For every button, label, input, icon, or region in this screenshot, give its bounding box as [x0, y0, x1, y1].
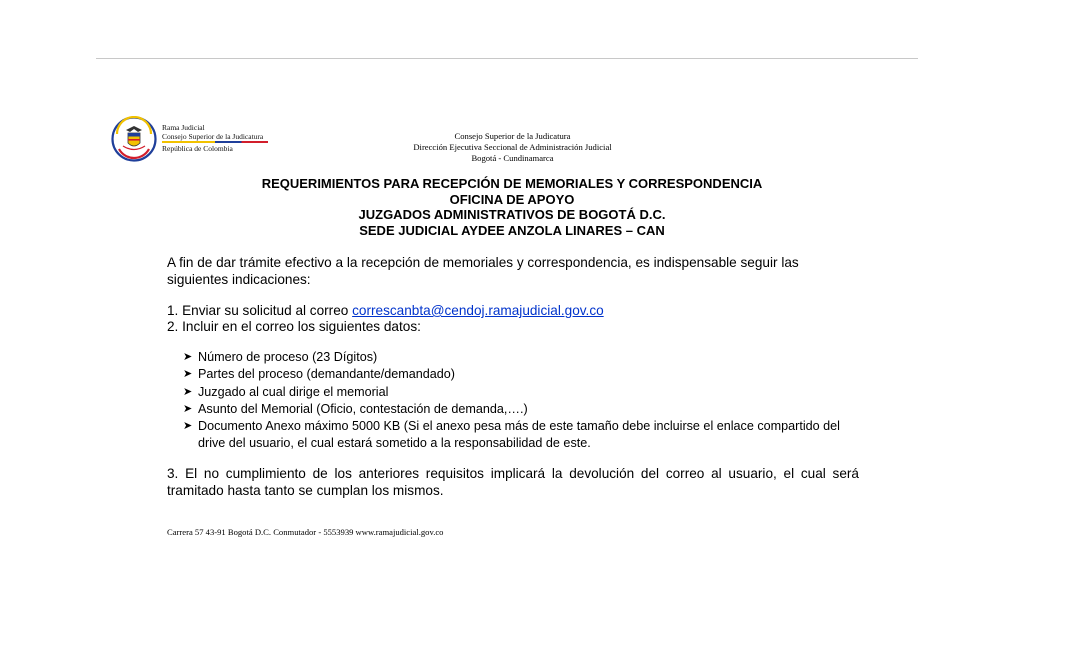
arrowhead-bullet-icon: ➤	[183, 368, 193, 381]
document-title	[170, 176, 854, 238]
flag-color-bar	[162, 141, 268, 143]
step-2: 2. Incluir en el correo los siguientes datos:	[167, 319, 421, 334]
header-rule	[96, 58, 918, 59]
step-1	[167, 303, 859, 320]
step-3: 3. El no cumplimiento de los anteriores requisitos implicará la devolución del correo al usuario, el cual será tramitado hasta tanto se cumplan los mismos.	[167, 466, 859, 498]
title-line-3: JUZGADOS ADMINISTRATIVOS DE BOGOTÁ D.C.	[358, 207, 666, 222]
list-item-text: Partes del proceso (demandante/demandado)	[198, 367, 455, 382]
arrowhead-bullet-icon: ➤	[183, 402, 193, 415]
email-link[interactable]: correscanbta@cendoj.ramajudicial.gov.co	[352, 303, 604, 318]
required-data-list	[183, 349, 863, 453]
list-item-text: Asunto del Memorial (Oficio, contestación de demanda,….)	[198, 401, 528, 416]
footer-contact: Carrera 57 43-91 Bogotá D.C. Conmutador - 5553939 www.ramajudicial.gov.co	[167, 527, 444, 537]
arrowhead-bullet-icon: ➤	[183, 351, 193, 363]
org-line-2: Dirección Ejecutiva Seccional de Administración Judicial	[413, 142, 612, 152]
logo-text	[162, 123, 268, 153]
rama-judicial-logo	[111, 116, 271, 164]
intro-paragraph: A fin de dar trámite efectivo a la recepción de memoriales y correspondencia, es indispensable seguir las siguientes indicaciones:	[167, 255, 799, 287]
arrowhead-bullet-icon: ➤	[183, 385, 193, 398]
org-line-3: Bogotá - Cundinamarca	[471, 153, 554, 163]
list-item-text: Documento Anexo máximo 5000 KB (Si el anexo pesa más de este tamaño debe incluirse el enlace compartido del drive del usuario, el cual estará sometido a la responsabilidad de este.	[198, 419, 840, 451]
list-item-text: Juzgado al cual dirige el memorial	[198, 384, 389, 399]
step-1-text: 1. Enviar su solicitud al correo	[167, 303, 353, 318]
colombia-coat-of-arms-icon	[111, 116, 157, 162]
list-item	[183, 366, 863, 383]
title-line-1: REQUERIMIENTOS PARA RECEPCIÓN DE MEMORIALES Y CORRESPONDENCIA	[261, 176, 763, 191]
list-item-text: Número de proceso (23 Dígitos)	[198, 350, 378, 364]
organization-header	[350, 131, 675, 164]
logo-line-2: Consejo Superior de la Judicatura	[162, 132, 264, 141]
list-item	[183, 349, 863, 366]
list-item	[183, 418, 863, 453]
logo-line-3: República de Colombia	[162, 144, 233, 153]
title-line-4: SEDE JUDICIAL AYDEE ANZOLA LINARES – CAN	[359, 222, 665, 238]
title-line-2: OFICINA DE APOYO	[449, 191, 575, 207]
logo-line-1: Rama Judicial	[162, 123, 205, 132]
arrowhead-bullet-icon: ➤	[183, 420, 193, 433]
org-line-1: Consejo Superior de la Judicatura	[454, 131, 571, 141]
list-item	[183, 384, 863, 401]
list-item	[183, 401, 863, 418]
